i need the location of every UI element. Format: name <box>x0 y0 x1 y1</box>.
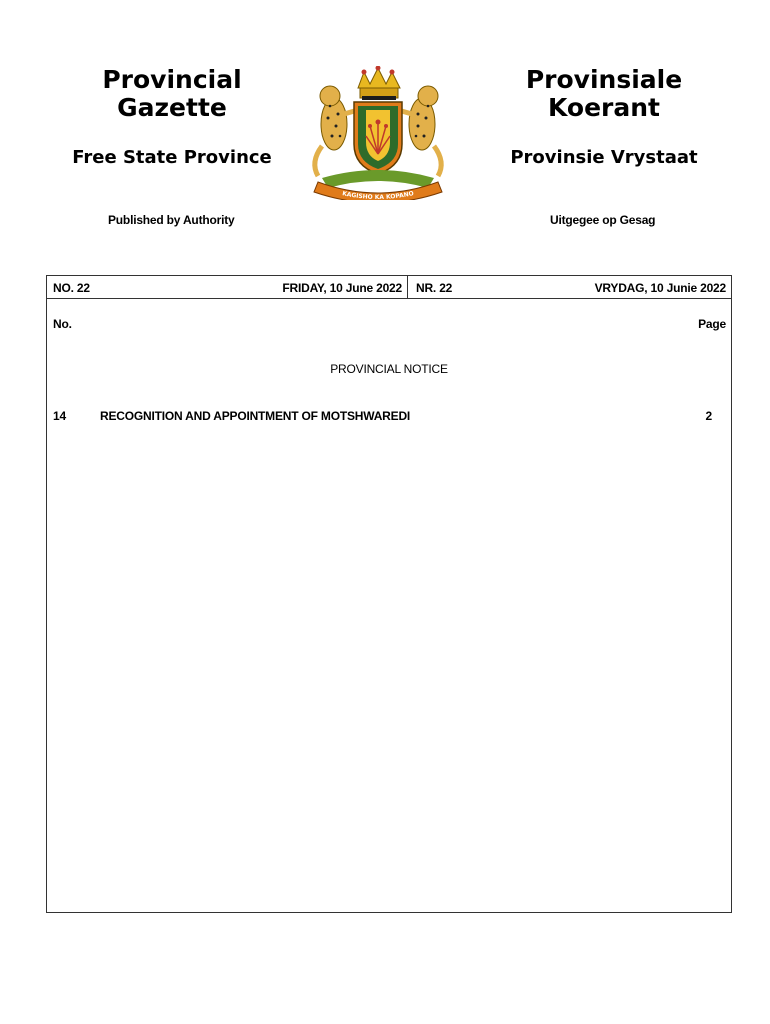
column-header-page: Page <box>698 317 726 331</box>
crown-icon <box>358 66 400 100</box>
issue-number-afrikaans: NR. 22 <box>416 281 453 295</box>
coat-of-arms-logo <box>300 66 456 200</box>
published-afrikaans: Uitgegee op Gesag <box>550 213 656 227</box>
cheetah-right-icon <box>398 86 441 176</box>
issue-date-afrikaans: VRYDAG, 10 Junie 2022 <box>594 281 726 295</box>
issue-number-english: NO. 22 <box>53 281 90 295</box>
header-column-divider <box>407 275 408 299</box>
province-english: Free State Province <box>72 147 272 168</box>
title-english: Provincial Gazette <box>102 65 242 122</box>
cheetah-left-icon <box>315 86 358 176</box>
section-heading: PROVINCIAL NOTICE <box>330 362 448 376</box>
list-item[interactable] <box>46 409 732 425</box>
notice-page: 2 <box>705 409 712 423</box>
title-afrikaans: Provinsiale Koerant <box>525 65 683 122</box>
notice-title: RECOGNITION AND APPOINTMENT OF MOTSHWAREDI <box>100 409 411 423</box>
header-divider <box>46 298 732 299</box>
published-english: Published by Authority <box>108 213 235 227</box>
column-header-no: No. <box>53 317 72 331</box>
crest-motto: KAGISHO KA KOPANO <box>341 190 415 200</box>
issue-date-english: FRIDAY, 10 June 2022 <box>282 281 402 295</box>
notice-number: 14 <box>53 409 66 423</box>
shield-icon <box>354 102 402 174</box>
province-afrikaans: Provinsie Vrystaat <box>510 147 698 168</box>
